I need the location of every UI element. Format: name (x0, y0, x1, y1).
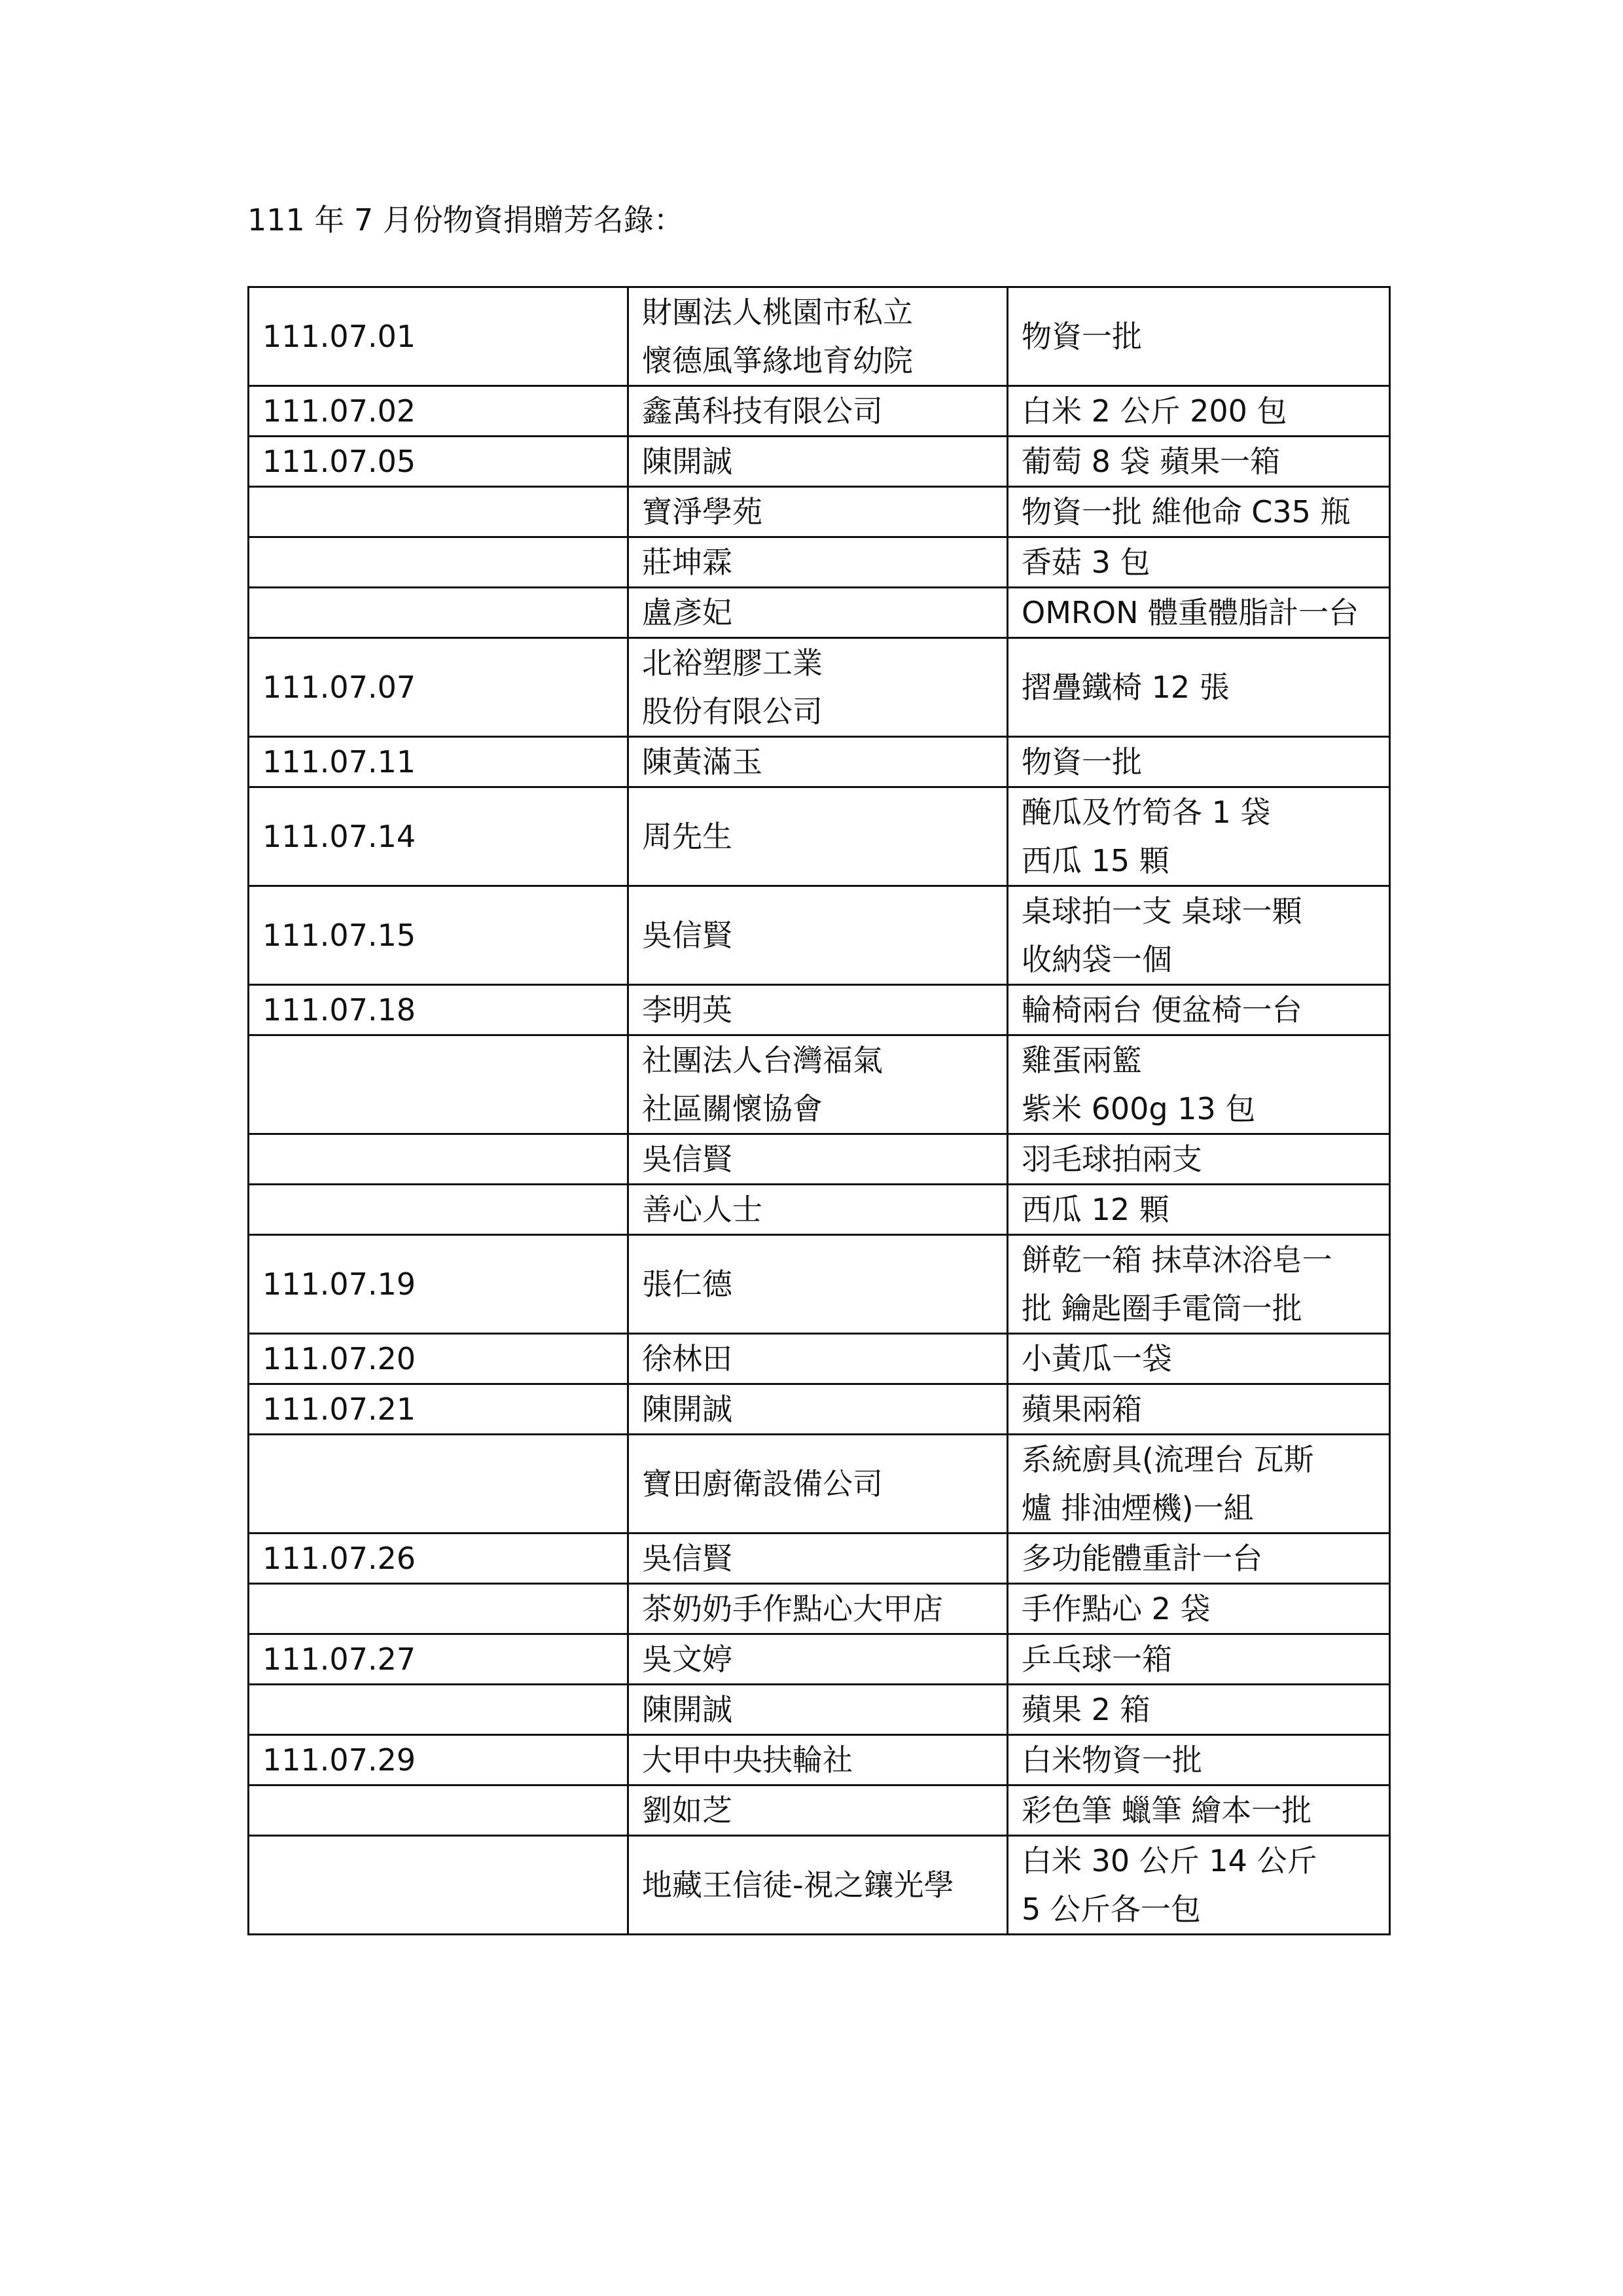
date-cell (249, 1134, 628, 1185)
item-line: 桌球拍一支 桌球一顆 (1022, 893, 1302, 929)
donation-table-body (249, 287, 1390, 1935)
item-line: 蘋果兩箱 (1022, 1391, 1142, 1427)
table-row (249, 886, 1390, 985)
donor-line: 盧彥妃 (642, 595, 732, 630)
table-row (249, 537, 1390, 588)
item-line: 物資一批 (1022, 319, 1142, 354)
items-cell (1008, 386, 1390, 437)
items-cell (1008, 1785, 1390, 1836)
items-cell (1008, 287, 1390, 386)
table-row (249, 437, 1390, 487)
donor-cell (628, 1735, 1008, 1785)
date-cell: 111.07.27 (249, 1634, 628, 1685)
items-cell (1008, 1836, 1390, 1935)
items-cell (1008, 437, 1390, 487)
donor-line: 吳文婷 (642, 1641, 732, 1677)
table-row (249, 487, 1390, 537)
table-row (249, 1134, 1390, 1185)
item-line: 5 公斤各一包 (1022, 1892, 1201, 1927)
items-cell (1008, 985, 1390, 1035)
donor-cell (628, 588, 1008, 638)
item-line: 白米物資一批 (1022, 1742, 1202, 1778)
date-cell: 111.07.15 (249, 886, 628, 985)
items-cell (1008, 1235, 1390, 1334)
item-line: 物資一批 (1022, 744, 1142, 780)
table-row (249, 1634, 1390, 1685)
date-cell: 111.07.19 (249, 1235, 628, 1334)
item-line: 爐 排油煙機)一組 (1022, 1490, 1254, 1526)
donor-line: 吳信賢 (642, 1541, 732, 1576)
items-cell (1008, 537, 1390, 588)
items-cell (1008, 1584, 1390, 1634)
items-cell (1008, 487, 1390, 537)
item-line: 羽毛球拍兩支 (1022, 1141, 1202, 1177)
table-row (249, 1584, 1390, 1634)
item-line: 白米 30 公斤 14 公斤 (1022, 1843, 1317, 1878)
table-row (249, 787, 1390, 886)
donor-cell (628, 985, 1008, 1035)
date-cell: 111.07.18 (249, 985, 628, 1035)
donor-line: 張仁德 (642, 1266, 732, 1302)
item-line: 醃瓜及竹筍各 1 袋 (1022, 795, 1271, 830)
item-line: 小黃瓜一袋 (1022, 1341, 1172, 1376)
items-cell (1008, 1534, 1390, 1584)
donor-line: 地藏王信徒-視之鑲光學 (642, 1867, 954, 1903)
date-cell (249, 1035, 628, 1134)
donor-cell (628, 1134, 1008, 1185)
donor-line: 李明英 (642, 992, 732, 1028)
table-row (249, 1035, 1390, 1134)
donor-cell (628, 1785, 1008, 1836)
date-cell: 111.07.02 (249, 386, 628, 437)
items-cell (1008, 787, 1390, 886)
table-row (249, 1836, 1390, 1935)
table-row (249, 737, 1390, 787)
donor-cell (628, 437, 1008, 487)
table-row (249, 287, 1390, 386)
donor-cell (628, 287, 1008, 386)
donor-line: 徐林田 (642, 1341, 732, 1376)
item-line: 乒乓球一箱 (1022, 1641, 1172, 1677)
items-cell (1008, 1185, 1390, 1235)
items-cell (1008, 1035, 1390, 1134)
donor-line: 陳開誠 (642, 1391, 732, 1427)
donor-line: 吳信賢 (642, 1141, 732, 1177)
table-row (249, 1534, 1390, 1584)
donor-line: 北裕塑膠工業 (642, 645, 823, 681)
items-cell (1008, 1735, 1390, 1785)
table-row (249, 386, 1390, 437)
item-line: 葡萄 8 袋 蘋果一箱 (1022, 444, 1281, 479)
donor-cell (628, 1584, 1008, 1634)
item-line: 餅乾一箱 抹草沐浴皂一 (1022, 1242, 1332, 1278)
item-line: OMRON 體重體脂計一台 (1022, 595, 1359, 630)
item-line: 雞蛋兩籃 (1022, 1043, 1142, 1078)
date-cell: 111.07.21 (249, 1384, 628, 1435)
donor-cell (628, 886, 1008, 985)
item-line: 香菇 3 包 (1022, 545, 1150, 580)
table-row (249, 1185, 1390, 1235)
items-cell (1008, 1134, 1390, 1185)
donor-line: 社區關懷協會 (642, 1091, 823, 1126)
donor-cell (628, 737, 1008, 787)
table-row (249, 638, 1390, 737)
item-line: 物資一批 維他命 C35 瓶 (1022, 494, 1351, 529)
date-cell: 111.07.20 (249, 1334, 628, 1384)
donor-cell (628, 638, 1008, 737)
items-cell (1008, 1435, 1390, 1534)
donor-cell (628, 386, 1008, 437)
donor-line: 財團法人桃園市私立 (642, 295, 913, 330)
donor-cell (628, 1035, 1008, 1134)
items-cell (1008, 737, 1390, 787)
table-row (249, 1384, 1390, 1435)
item-line: 西瓜 15 顆 (1022, 843, 1169, 878)
donor-line: 善心人士 (642, 1192, 762, 1227)
donor-line: 懷德風箏緣地育幼院 (642, 343, 913, 378)
date-cell (249, 1435, 628, 1534)
items-cell (1008, 1334, 1390, 1384)
items-cell (1008, 886, 1390, 985)
table-row (249, 1334, 1390, 1384)
items-cell (1008, 1685, 1390, 1735)
item-line: 手作點心 2 袋 (1022, 1591, 1211, 1626)
item-line: 收納袋一個 (1022, 942, 1172, 977)
item-line: 系統廚具(流理台 瓦斯 (1022, 1442, 1314, 1477)
donor-cell (628, 1384, 1008, 1435)
donor-line: 陳黃滿玉 (642, 744, 762, 780)
date-cell: 111.07.14 (249, 787, 628, 886)
donor-line: 寶淨學苑 (642, 494, 762, 529)
donor-line: 周先生 (642, 819, 732, 854)
donor-cell (628, 537, 1008, 588)
item-line: 多功能體重計一台 (1022, 1541, 1262, 1576)
donor-cell (628, 787, 1008, 886)
donor-line: 鑫萬科技有限公司 (642, 393, 883, 429)
donor-line: 股份有限公司 (642, 694, 823, 729)
item-line: 蘋果 2 箱 (1022, 1692, 1150, 1727)
donor-cell (628, 487, 1008, 537)
table-row (249, 588, 1390, 638)
donor-line: 吳信賢 (642, 918, 732, 953)
item-line: 摺疊鐵椅 12 張 (1022, 670, 1230, 705)
table-row (249, 1735, 1390, 1785)
table-row (249, 1685, 1390, 1735)
item-line: 白米 2 公斤 200 包 (1022, 393, 1287, 429)
date-cell (249, 1584, 628, 1634)
table-row (249, 1785, 1390, 1836)
date-cell: 111.07.11 (249, 737, 628, 787)
date-cell (249, 537, 628, 588)
date-cell (249, 588, 628, 638)
date-cell: 111.07.26 (249, 1534, 628, 1584)
item-line: 輪椅兩台 便盆椅一台 (1022, 992, 1302, 1028)
date-cell: 111.07.05 (249, 437, 628, 487)
donation-table (247, 286, 1391, 1935)
donor-line: 陳開誠 (642, 444, 732, 479)
donor-cell (628, 1534, 1008, 1584)
item-line: 彩色筆 蠟筆 繪本一批 (1022, 1793, 1312, 1828)
date-cell (249, 1836, 628, 1935)
donor-cell (628, 1235, 1008, 1334)
date-cell: 111.07.01 (249, 287, 628, 386)
date-cell: 111.07.07 (249, 638, 628, 737)
donor-line: 社團法人台灣福氣 (642, 1043, 883, 1078)
date-cell (249, 487, 628, 537)
items-cell (1008, 638, 1390, 737)
item-line: 批 鑰匙圈手電筒一批 (1022, 1291, 1302, 1326)
date-cell (249, 1685, 628, 1735)
table-row (249, 1235, 1390, 1334)
items-cell (1008, 1384, 1390, 1435)
date-cell: 111.07.29 (249, 1735, 628, 1785)
date-cell (249, 1185, 628, 1235)
donor-line: 寶田廚衛設備公司 (642, 1466, 883, 1501)
donor-cell (628, 1435, 1008, 1534)
table-row (249, 985, 1390, 1035)
donor-line: 莊坤霖 (642, 545, 732, 580)
donor-line: 茶奶奶手作點心大甲店 (642, 1591, 943, 1626)
item-line: 西瓜 12 顆 (1022, 1192, 1169, 1227)
donor-cell (628, 1634, 1008, 1685)
donor-line: 陳開誠 (642, 1692, 732, 1727)
donor-line: 大甲中央扶輪社 (642, 1742, 853, 1778)
donor-cell (628, 1334, 1008, 1384)
table-row (249, 1435, 1390, 1534)
item-line: 紫米 600g 13 包 (1022, 1091, 1256, 1126)
donor-cell (628, 1185, 1008, 1235)
items-cell (1008, 1634, 1390, 1685)
donor-cell (628, 1836, 1008, 1935)
page-title: 111 年 7 月份物資捐贈芳名錄： (247, 202, 684, 238)
date-cell (249, 1785, 628, 1836)
donor-cell (628, 1685, 1008, 1735)
items-cell (1008, 588, 1390, 638)
donor-line: 劉如芝 (642, 1793, 732, 1828)
